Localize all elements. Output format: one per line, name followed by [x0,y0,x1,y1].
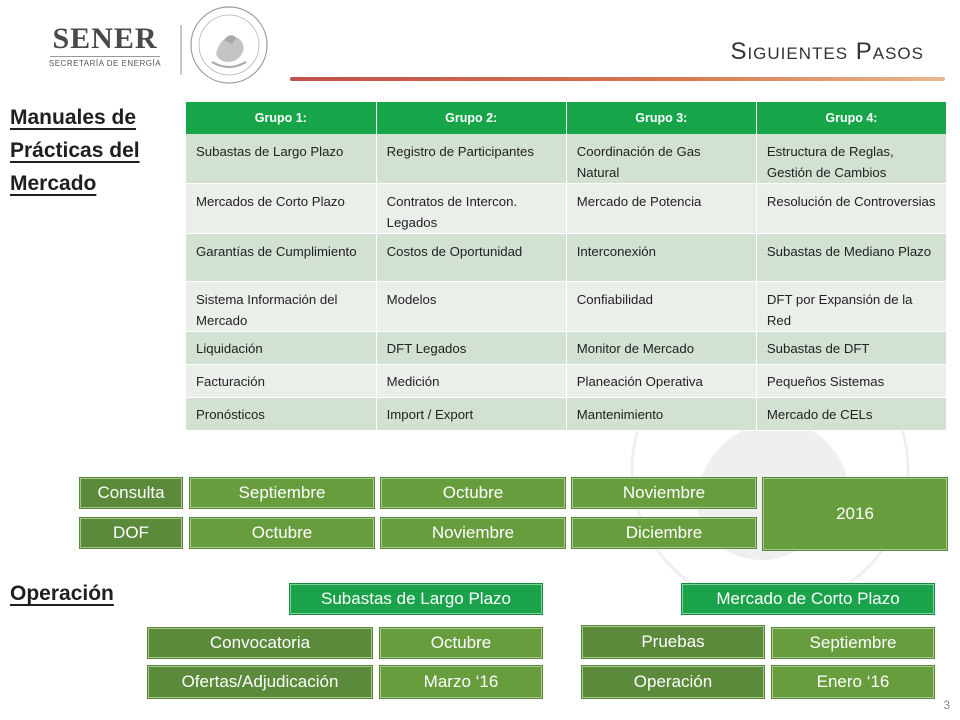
operacion-value: Enero ‘16 [772,666,934,698]
table-cell: Interconexión [566,234,756,282]
table-row [186,365,947,398]
table-cell: Subastas de Largo Plazo [186,134,376,184]
ofertas-label: Ofertas/Adjudicación [148,666,372,698]
table-cell: Monitor de Mercado [566,332,756,365]
operacion-label: Operación [582,666,764,698]
mercado-corto-plazo-title: Mercado de Corto Plazo [682,584,934,614]
table-cell: Medición [376,365,566,398]
table-cell: Sistema Información del Mercado [186,282,376,332]
table-row [186,398,947,431]
table-cell: DFT Legados [376,332,566,365]
table-cell: Garantías de Cumplimiento [186,234,376,282]
ofertas-value: Marzo ‘16 [380,666,542,698]
table-cell: Confiabilidad [566,282,756,332]
logo-divider [180,25,182,75]
convocatoria-value: Octubre [380,628,542,658]
logo-word: SENER [52,22,158,55]
table-cell: Subastas de DFT [756,332,946,365]
table-row [186,332,947,365]
dof-month-3: Diciembre [572,518,756,548]
table-cell: Mercado de CELs [756,398,946,431]
convocatoria-label: Convocatoria [148,628,372,658]
consulta-month-2: Octubre [381,478,565,508]
subastas-largo-plazo-title: Subastas de Largo Plazo [290,584,542,614]
logo-subtitle: SECRETARÍA DE ENERGÍA [48,59,162,68]
consulta-month-1: Septiembre [190,478,374,508]
manuales-heading: Manuales de Prácticas del Mercado [10,106,140,195]
dof-month-2: Noviembre [381,518,565,548]
consulta-month-3: Noviembre [572,478,756,508]
groups-table [186,102,947,431]
table-cell: Coordinación de Gas Natural [566,134,756,184]
year-box: 2016 [763,478,947,550]
pruebas-label: Pruebas [582,626,764,658]
table-row [186,282,947,332]
table-cell: Mantenimiento [566,398,756,431]
sener-logo [40,24,170,74]
table-cell: Subastas de Mediano Plazo [756,234,946,282]
mexico-seal-icon [188,4,270,86]
pruebas-value: Septiembre [772,628,934,658]
table-cell: Estructura de Reglas, Gestión de Cambios [756,134,946,184]
table-row [186,134,947,184]
table-header-row [186,102,947,134]
table-cell: Resolución de Controversias [756,184,946,234]
table-cell: Mercados de Corto Plazo [186,184,376,234]
page-number: 3 [943,698,950,712]
column-header: Grupo 1: [186,102,376,134]
title-underline [290,77,945,81]
table-cell: Liquidación [186,332,376,365]
table-cell: Registro de Participantes [376,134,566,184]
operacion-heading: Operación [10,582,114,605]
table-cell: Contratos de Intercon. Legados [376,184,566,234]
consulta-label: Consulta [80,478,182,508]
column-header: Grupo 2: [376,102,566,134]
dof-label: DOF [80,518,182,548]
table-cell: Facturación [186,365,376,398]
table-cell: Mercado de Potencia [566,184,756,234]
table-row [186,234,947,282]
slide-title: Siguientes Pasos [730,38,924,65]
column-header: Grupo 3: [566,102,756,134]
dof-month-1: Octubre [190,518,374,548]
table-row [186,184,947,234]
table-cell: Costos de Oportunidad [376,234,566,282]
column-header: Grupo 4: [756,102,946,134]
table-cell: Import / Export [376,398,566,431]
table-cell: Pequeños Sistemas [756,365,946,398]
table-cell: Planeación Operativa [566,365,756,398]
table-cell: Modelos [376,282,566,332]
table-cell: DFT por Expansión de la Red [756,282,946,332]
table-cell: Pronósticos [186,398,376,431]
